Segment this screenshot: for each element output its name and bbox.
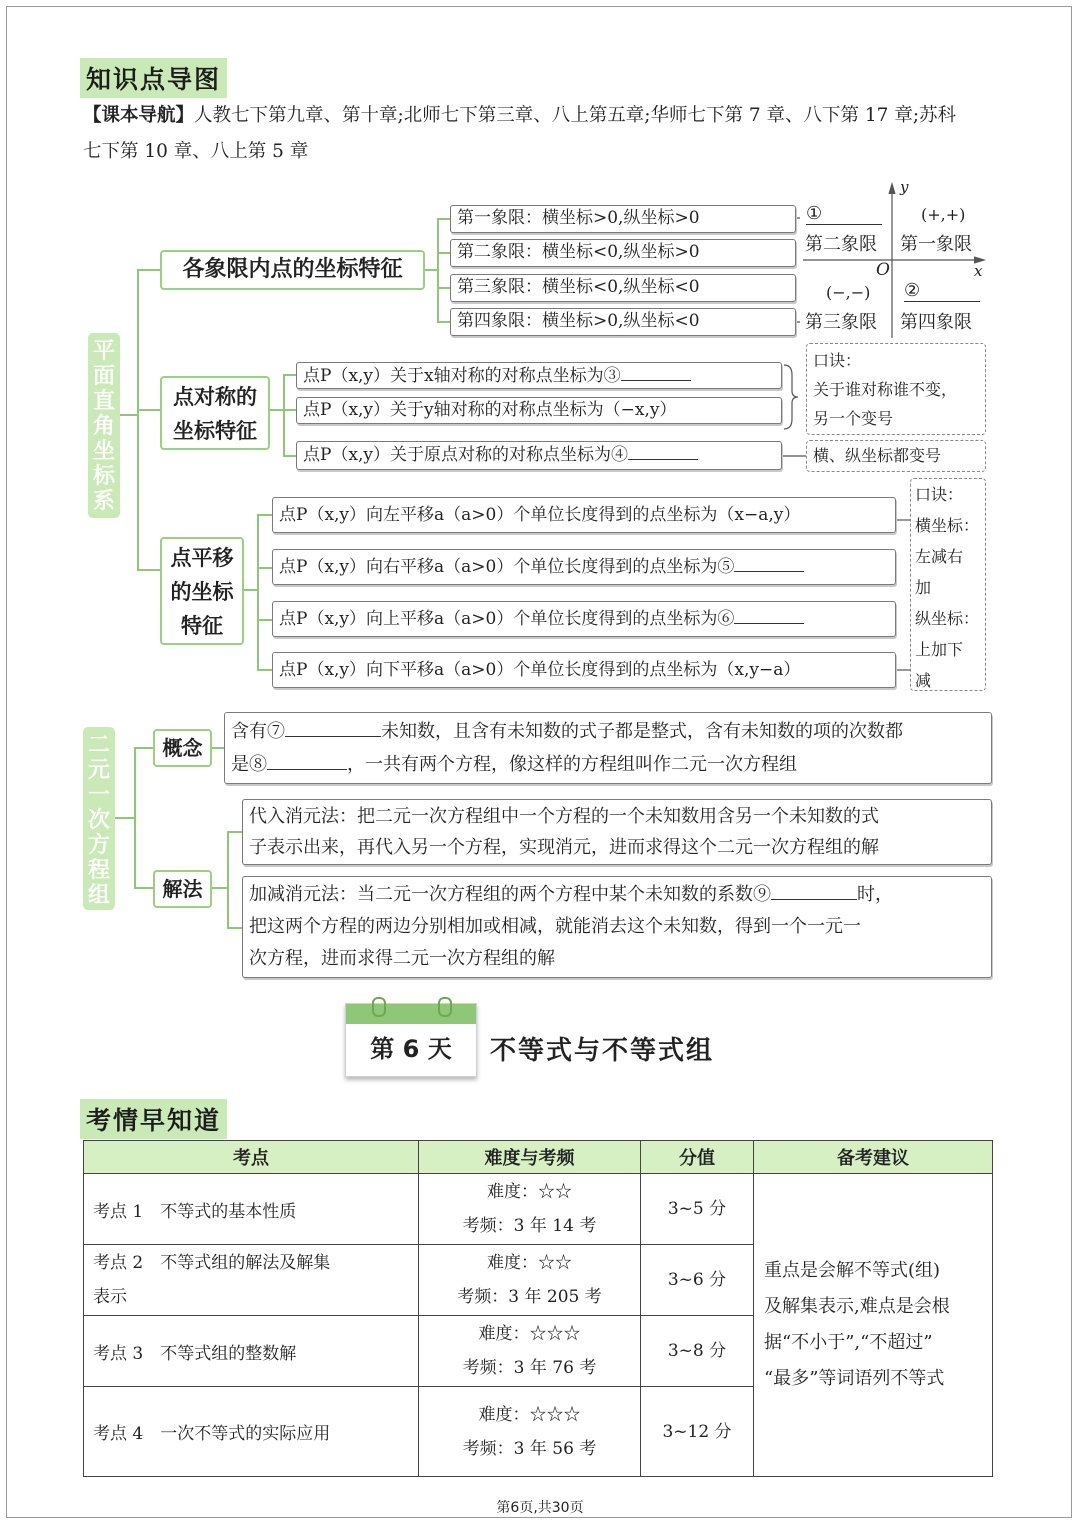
day-label: 第 6 天 [370,1035,452,1063]
point-cell: 考点 3 不等式组的整数解 [84,1316,419,1387]
symmetry-feature-node: 点对称的 坐标特征 [160,376,270,450]
score-cell: 3~8 分 [641,1316,754,1387]
header-point: 考点 [84,1141,419,1174]
table-row [84,1174,993,1245]
quadrant3-label: 第三象限 [805,312,877,333]
origin-mnemonic: 横、纵坐标都变号 [806,440,986,472]
quadrant-rule-3: 第三象限：横坐标<0,纵坐标<0 [450,274,796,302]
header-difficulty: 难度与考频 [419,1141,641,1174]
quadrant-feature-node: 各象限内点的坐标特征 [160,250,425,290]
section-title-knowledge-map: 知识点导图 [80,58,227,98]
concept-definition: 含有⑦ 未知数，且含有未知数的式子都是整式，含有未知数的项的次数都 是⑧ ，一共有两个方程，像这样的方程组叫作二元一次方程组 [224,712,992,784]
quadrant-rule-2: 第二象限：横坐标<0,纵坐标>0 [450,239,796,267]
point-cell: 考点 4 一次不等式的实际应用 [84,1387,419,1477]
textbook-navigation [83,98,1013,170]
score-cell: 3~5 分 [641,1174,754,1245]
score-cell: 3~12 分 [641,1387,754,1477]
concept-node: 概念 [153,729,212,767]
day-topic-title: 不等式与不等式组 [490,1036,715,1066]
calendar-ring-icon [438,997,452,1017]
difficulty-cell: 难度：☆☆☆ 考频：3 年 56 考 [419,1387,641,1477]
axis-y-label: y [900,178,909,196]
translation-mnemonic: 口诀： 横坐标： 左减右 加 纵坐标： 上加下 减 [910,478,986,691]
translation-rule-left: 点P（x,y）向左平移a（a>0）个单位长度得到的点坐标为（x−a,y） [272,497,896,533]
page-footer: 第6页,共30页 [496,1500,584,1516]
quadrant1-label: 第一象限 [900,234,972,255]
difficulty-cell: 难度：☆☆ 考频：3 年 14 考 [419,1174,641,1245]
symmetry-rule-x-axis: 点P（x,y）关于x轴对称的对称点坐标为③ [296,362,782,389]
day-calendar-card [345,1003,477,1077]
header-score: 分值 [641,1141,754,1174]
point-cell: 考点 2 不等式组的解法及解集 表示 [84,1245,419,1316]
nav-line2: 七下第 10 章、八上第 5 章 [83,141,309,162]
difficulty-cell: 难度：☆☆ 考频：3 年 205 考 [419,1245,641,1316]
translation-rule-up: 点P（x,y）向上平移a（a>0）个单位长度得到的点坐标为⑥ [272,601,896,637]
symmetry-mnemonic: 口诀： 关于谁对称谁不变， 另一个变号 [806,343,986,435]
point-cell: 考点 1 不等式的基本性质 [84,1174,419,1245]
quadrant3-sign: (−,−) [826,283,871,302]
translation-rule-down: 点P（x,y）向下平移a（a>0）个单位长度得到的点坐标为（x,y−a） [272,652,896,688]
calendar-header [346,1004,476,1024]
quadrant-rule-1: 第一象限：横坐标>0,纵坐标>0 [450,205,796,233]
quadrant2-label: 第二象限 [805,234,877,255]
axis-x-label: x [974,262,983,280]
nav-label: 【课本导航】 [83,105,195,126]
symmetry-rule-origin: 点P（x,y）关于原点对称的对称点坐标为④ [296,441,782,470]
symmetry-rule-y-axis: 点P（x,y）关于y轴对称的对称点坐标为（−x,y） [296,397,782,424]
advice-cell: 重点是会解不等式(组) 及解集表示,难点是会根 据“不小于”,“不超过” “最多”等词语列不等式 [754,1174,993,1477]
linear-equations-label: 二 元 一 次 方 程 组 [83,727,115,910]
calendar-ring-icon [372,997,386,1017]
quadrant1-sign: (+,+) [921,205,966,224]
score-cell: 3~6 分 [641,1245,754,1316]
quadrant2-sign-blank: ① [806,203,882,225]
translation-rule-right: 点P（x,y）向右平移a（a>0）个单位长度得到的点坐标为⑤ [272,549,896,585]
substitution-method: 代入消元法：把二元一次方程组中一个方程的一个未知数用含另一个未知数的式 子表示出来，再代入另一个方程，实现消元，进而求得这个二元一次方程组的解 [242,799,992,865]
elimination-method: 加减消元法：当二元一次方程组的两个方程中某个未知数的系数⑨ 时， 把这两个方程的两边分别相加或相减，就能消去这个未知数，得到一个一元一 次方程，进而求得二元一次方程组的解 [242,876,992,978]
plane-coordinate-label: 平 面 直 角 坐 标 系 [88,333,120,518]
quadrant4-label: 第四象限 [900,312,972,333]
axis-origin-label: O [876,260,890,280]
quadrant4-sign-blank: ② [904,280,980,302]
exam-points-table [83,1140,993,1477]
quadrant-rule-4: 第四象限：横坐标>0,纵坐标<0 [450,308,796,336]
method-node: 解法 [153,870,212,908]
header-advice: 备考建议 [754,1141,993,1174]
section-title-exam-info: 考情早知道 [80,1099,227,1139]
table-header-row [84,1141,993,1174]
nav-line1: 人教七下第九章、第十章;北师七下第三章、八上第五章;华师七下第 7 章、八下第 17 章;苏科 [194,105,957,126]
translation-feature-node: 点平移 的坐标 特征 [160,537,244,645]
difficulty-cell: 难度：☆☆☆ 考频：3 年 76 考 [419,1316,641,1387]
